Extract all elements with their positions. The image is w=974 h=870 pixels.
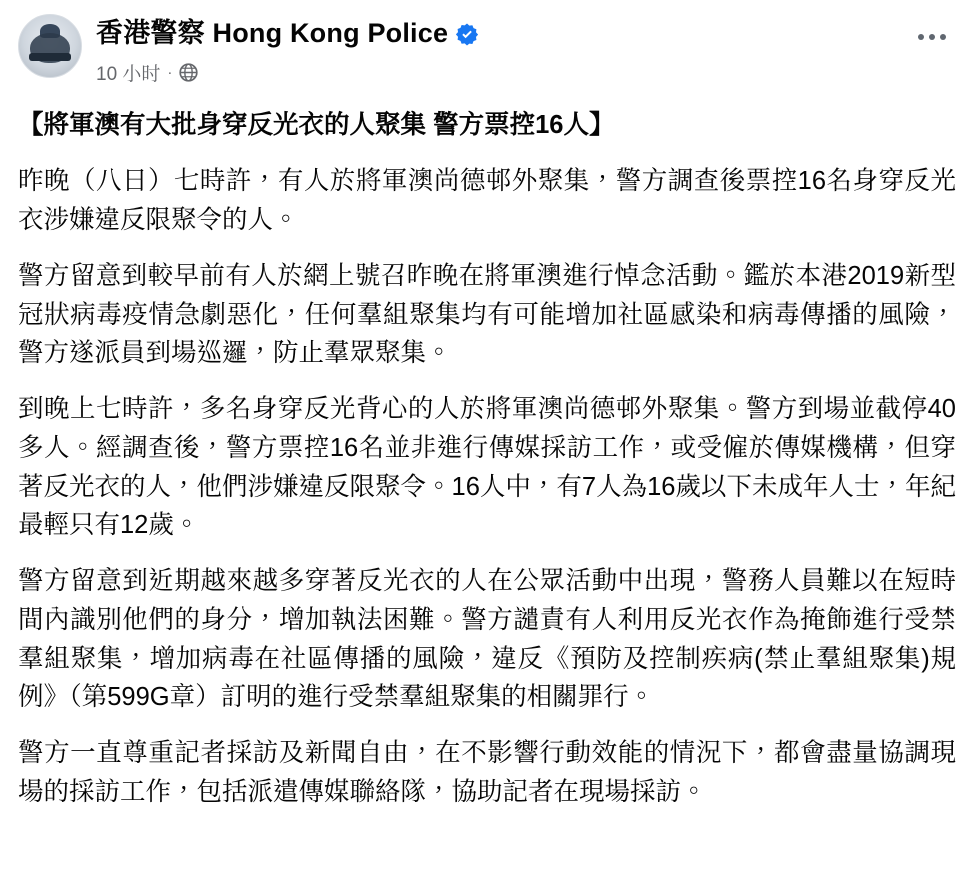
post-headline: 【將軍澳有大批身穿反光衣的人聚集 警方票控16人】 xyxy=(18,110,615,139)
ellipsis-dot-1 xyxy=(918,34,924,40)
post-message xyxy=(18,92,956,812)
ellipsis-dot-2 xyxy=(929,34,935,40)
post-paragraph: 昨晚（八日）七時許，有人於將軍澳尚德邨外聚集，警方調查後票控16名身穿反光衣涉嫌違反限聚令的人。 xyxy=(18,167,956,235)
page-name-link[interactable]: 香港警察 Hong Kong Police xyxy=(96,18,449,48)
author-name-line xyxy=(96,19,956,49)
avatar[interactable] xyxy=(18,14,82,78)
post-header xyxy=(18,10,956,92)
ellipsis-dot-3 xyxy=(940,34,946,40)
post-author-block xyxy=(96,14,956,86)
verified-badge-icon xyxy=(455,22,479,46)
meta-separator: · xyxy=(167,63,173,81)
globe-icon[interactable] xyxy=(179,63,198,82)
post-paragraph: 警方一直尊重記者採訪及新聞自由，在不影響行動效能的情況下，都會盡量協調現場的採訪工作，包括派遣傳媒聯絡隊，協助記者在現場採訪。 xyxy=(18,739,956,806)
post-timestamp[interactable]: 10 小时 xyxy=(96,63,161,85)
police-crest-icon xyxy=(27,23,73,69)
ellipsis-icon[interactable] xyxy=(912,24,952,50)
post-paragraph: 警方留意到較早前有人於網上號召昨晚在將軍澳進行悼念活動。鑑於本港2019新型冠狀病毒疫情急劇惡化，任何羣組聚集均有可能增加社區感染和病毒傳播的風險，警方遂派員到場巡邏，防止羣眾聚集。 xyxy=(18,261,956,368)
post-paragraph: 到晚上七時許，多名身穿反光背心的人於將軍澳尚德邨外聚集。警方到場並截停40多人。經調查後，警方票控16名並非進行傳媒採訪工作，或受僱於傳媒機構，但穿著反光衣的人，他們涉嫌違反限聚令。16人中，有7人為16歲以下未成年人士，年紀最輕只有12歲。 xyxy=(18,395,956,540)
post-meta xyxy=(96,59,956,86)
post-paragraph: 警方留意到近期越來越多穿著反光衣的人在公眾活動中出現，警務人員難以在短時間內識別他們的身分，增加執法困難。警方譴責有人利用反光衣作為掩飾進行受禁羣組聚集，增加病毒在社區傳播的風險，違反《預防及控制疾病(禁止羣組聚集)規例》（第599G章）訂明的進行受禁羣組聚集的相關罪行。 xyxy=(18,567,956,712)
